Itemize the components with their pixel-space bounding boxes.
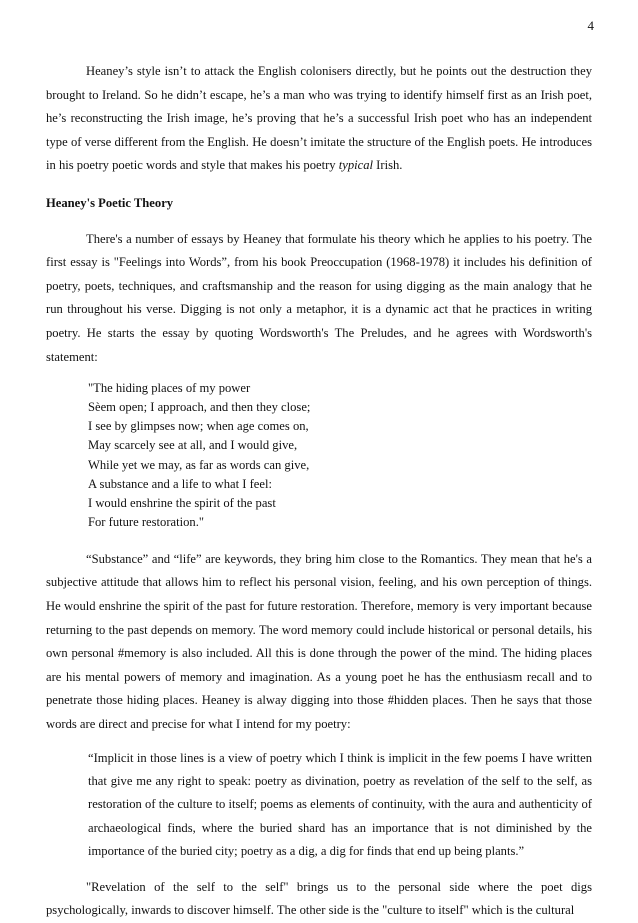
poem-line: May scarcely see at all, and I would give, bbox=[88, 438, 298, 453]
page-content bbox=[46, 60, 592, 923]
body-paragraph-3: “Substance” and “life” are keywords, they bring him close to the Romantics. They mean that he's a subjective attitude that allows him to reflect his personal vision, feeling, and his own perception of things. He would enshrine the spirit of the past for future restoration. Therefore, memory is very important because returning to the past depends on memory. The word memory could include historical or personal details, his own personal #memory is also included. All this is done through the power of the mind. The hiding places are his mental powers of memory and imagination. As a young poet he has the enthusiasm recall and to penetrate those hiding places. Heaney is alway digging into those #hidden places. Then he says that those words are direct and precise for what I intend for my poetry: bbox=[46, 551, 592, 732]
poem-line: A substance and a life to what I feel: bbox=[88, 476, 272, 491]
body-paragraph-4: "Revelation of the self to the self" brings us to the personal side where the poet digs psychologically, inwards to discover himself. The other side is the "culture to itself" which is the cultural bbox=[46, 879, 592, 918]
paragraph-text: Heaney’s style isn’t to attack the English colonisers directly, but he points out the destruction they brought to Ireland. So he didn’t escape, he’s a man who was trying to identify himself first as an Irish poet, he’s reconstructing the Irish image, he’s proving that he’s a successful Irish poet who has an independent type of verse different from the English. He doesn’t imitate the structure of the English poets. He introduces in his poetry poetic words and style that makes his poetry bbox=[46, 64, 592, 173]
body-paragraph-2: There's a number of essays by Heaney that formulate his theory which he applies to his poetry. The first essay is "Feelings into Words”, from his book Preoccupation (1968-1978) it includes his definition of poetry, poets, techniques, and craftsmanship and the reason for using digging as the main analogy that he run throughout his verse. Digging is not only a metaphor, it is a dynamic act that he practices in writing poetry. He starts the essay by quoting Wordsworth's The Preludes, and he agrees with Wordsworth's statement: bbox=[46, 231, 592, 364]
poem-line: I see by glimpses now; when age comes on, bbox=[88, 419, 309, 434]
body-paragraph-1 bbox=[46, 60, 592, 178]
block-quotation bbox=[88, 747, 592, 864]
poem-line: While yet we may, as far as words can give, bbox=[88, 457, 310, 472]
poem-quotation bbox=[88, 379, 592, 532]
italic-word: typical bbox=[338, 158, 374, 173]
block-quote-text: “Implicit in those lines is a view of poetry which I think is implicit in the few poems I have written that give me any right to speak: poetry as divination, poetry as revelation of the self to the self, as restoration of the culture to itself; poems as elements of continuity, with the aura and authenticity of archaeological finds, where the buried shard has an importance that is not diminished by the importance of the buried city; poetry as a dig, a dig for finds that end up being plants.” bbox=[88, 750, 592, 859]
poem-line: For future restoration." bbox=[88, 514, 205, 529]
poem-line: I would enshrine the spirit of the past bbox=[88, 495, 276, 510]
section-heading: Heaney's Poetic Theory bbox=[46, 195, 174, 210]
poem-line: "The hiding places of my power bbox=[88, 381, 251, 396]
paragraph-text-end: Irish. bbox=[373, 158, 403, 173]
page-number: 4 bbox=[587, 18, 594, 33]
poem-line: Sèem open; I approach, and then they close; bbox=[88, 400, 311, 415]
